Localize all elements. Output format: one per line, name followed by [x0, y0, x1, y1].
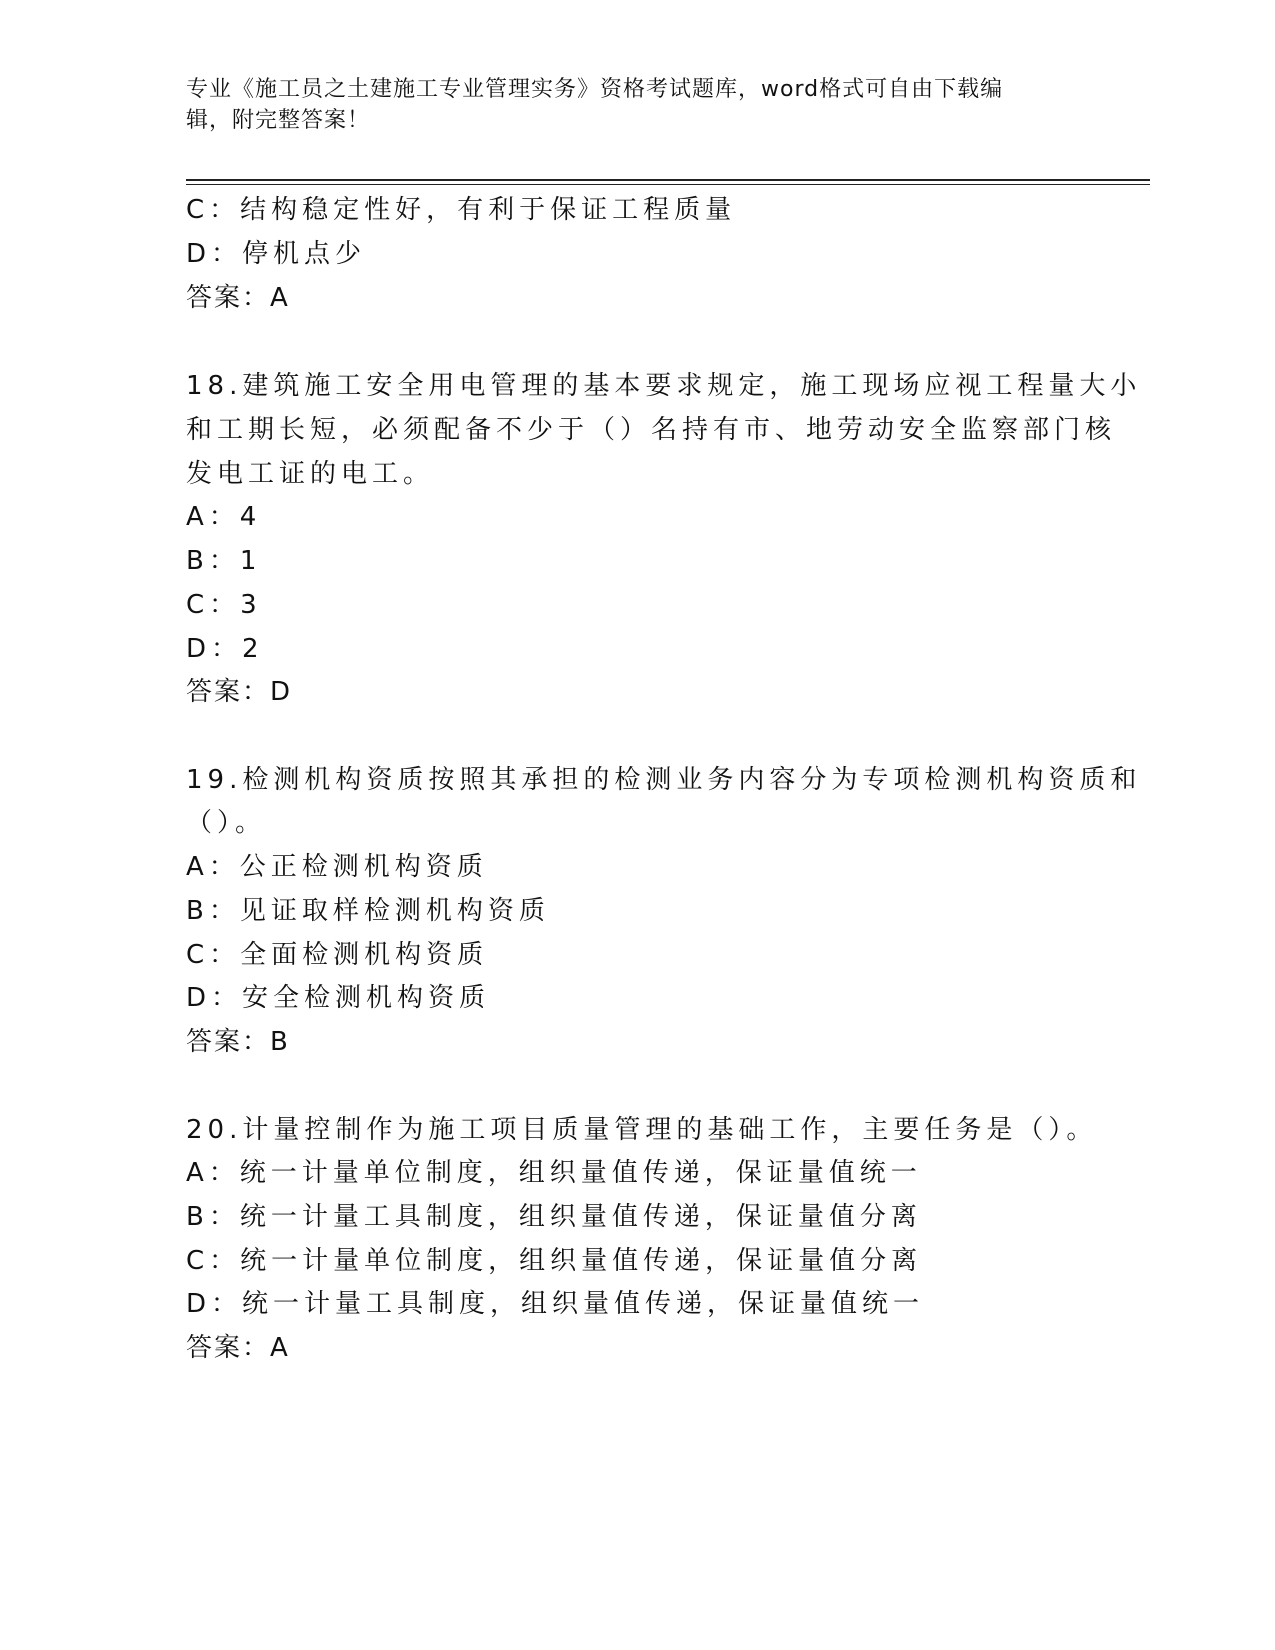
q17-option-c: C：结构稳定性好，有利于保证工程质量	[186, 195, 737, 225]
q17-option-d: D：停机点少	[186, 239, 367, 269]
q19-option-b: B：见证取样检测机构资质	[186, 896, 550, 926]
q19-option-c: C：全面检测机构资质	[186, 940, 489, 970]
q20-answer: 答案：A	[186, 1333, 290, 1363]
q20-option-c: C：统一计量单位制度，组织量值传递，保证量值分离	[186, 1246, 923, 1276]
q19-option-a: A：公正检测机构资质	[186, 852, 488, 882]
q19-answer: 答案：B	[186, 1027, 290, 1057]
q19-stem-line-1: 19.检测机构资质按照其承担的检测业务内容分为专项检测机构资质和	[186, 765, 1142, 795]
q20-option-b: B：统一计量工具制度，组织量值传递，保证量值分离	[186, 1202, 922, 1232]
q18-stem-line-1: 18.建筑施工安全用电管理的基本要求规定，施工现场应视工程量大小	[186, 371, 1142, 401]
header-title-line-1: 专业《施工员之土建施工专业管理实务》资格考试题库，word格式可自由下载编	[186, 77, 1004, 102]
q19-option-d: D：安全检测机构资质	[186, 983, 491, 1013]
q18-option-b: B：1	[186, 546, 262, 576]
header-title-line-2: 辑，附完整答案！	[186, 108, 371, 133]
q18-option-a: A：4	[186, 502, 262, 532]
document-header	[186, 74, 1066, 136]
q18-option-c: C：3	[186, 590, 262, 620]
q20-option-a: A：统一计量单位制度，组织量值传递，保证量值统一	[186, 1158, 922, 1188]
q18-answer: 答案：D	[186, 677, 293, 707]
q18-stem-line-2: 和工期长短，必须配备不少于（）名持有市、地劳动安全监察部门核	[186, 415, 1117, 445]
q20-option-d: D：统一计量工具制度，组织量值传递，保证量值统一	[186, 1289, 925, 1319]
q17-answer: 答案：A	[186, 283, 290, 313]
q19-stem-line-2: （）。	[186, 808, 267, 838]
header-divider-thick	[186, 179, 1150, 181]
q18-option-d: D：2	[186, 634, 264, 664]
q20-stem-line-1: 20.计量控制作为施工项目质量管理的基础工作，主要任务是（）。	[186, 1115, 1098, 1145]
q18-stem-line-3: 发电工证的电工。	[186, 459, 435, 489]
header-divider-thin	[186, 184, 1150, 185]
